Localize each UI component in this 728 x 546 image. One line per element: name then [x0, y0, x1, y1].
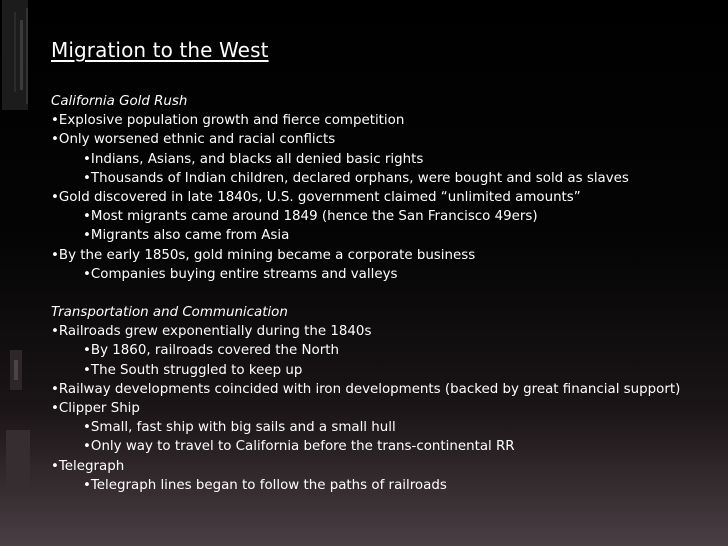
sub-bullet: •Thousands of Indian children, declared orphans, were bought and sold as slaves: [83, 170, 629, 186]
bullet: •Railroads grew exponentially during the 1840s: [51, 324, 372, 340]
sub-bullet: •Small, fast ship with big sails and a small hull: [83, 420, 396, 436]
bullet: •Gold discovered in late 1840s, U.S. government claimed “unlimited amounts”: [51, 189, 581, 205]
sub-bullet: •Telegraph lines began to follow the paths of railroads: [83, 477, 447, 493]
slide-body: [51, 92, 721, 495]
bullet: •Explosive population growth and fierce competition: [51, 113, 405, 129]
bullet: •Only worsened ethnic and racial conflicts: [51, 132, 336, 148]
sub-bullet: •The South struggled to keep up: [83, 362, 303, 378]
bullet: •Railway developments coincided with iron developments (backed by great financial support): [51, 381, 681, 397]
sub-bullet: •Indians, Asians, and blacks all denied basic rights: [83, 151, 424, 167]
bullet: •Telegraph: [51, 458, 125, 474]
bullet: •By the early 1850s, gold mining became a corporate business: [51, 247, 476, 263]
slide-decoration: [0, 0, 40, 546]
section-heading: Transportation and Communication: [51, 305, 288, 321]
sub-bullet: •Most migrants came around 1849 (hence the San Francisco 49ers): [83, 209, 538, 225]
slide-title: Migration to the West: [51, 38, 269, 62]
sub-bullet: •Companies buying entire streams and valleys: [83, 266, 398, 282]
sub-bullet: •Migrants also came from Asia: [83, 228, 290, 244]
sub-bullet: •Only way to travel to California before the trans-continental RR: [83, 439, 515, 455]
sub-bullet: •By 1860, railroads covered the North: [83, 343, 339, 359]
section-heading: California Gold Rush: [51, 94, 188, 109]
section-gap: [51, 284, 721, 303]
bullet: •Clipper Ship: [51, 401, 140, 416]
